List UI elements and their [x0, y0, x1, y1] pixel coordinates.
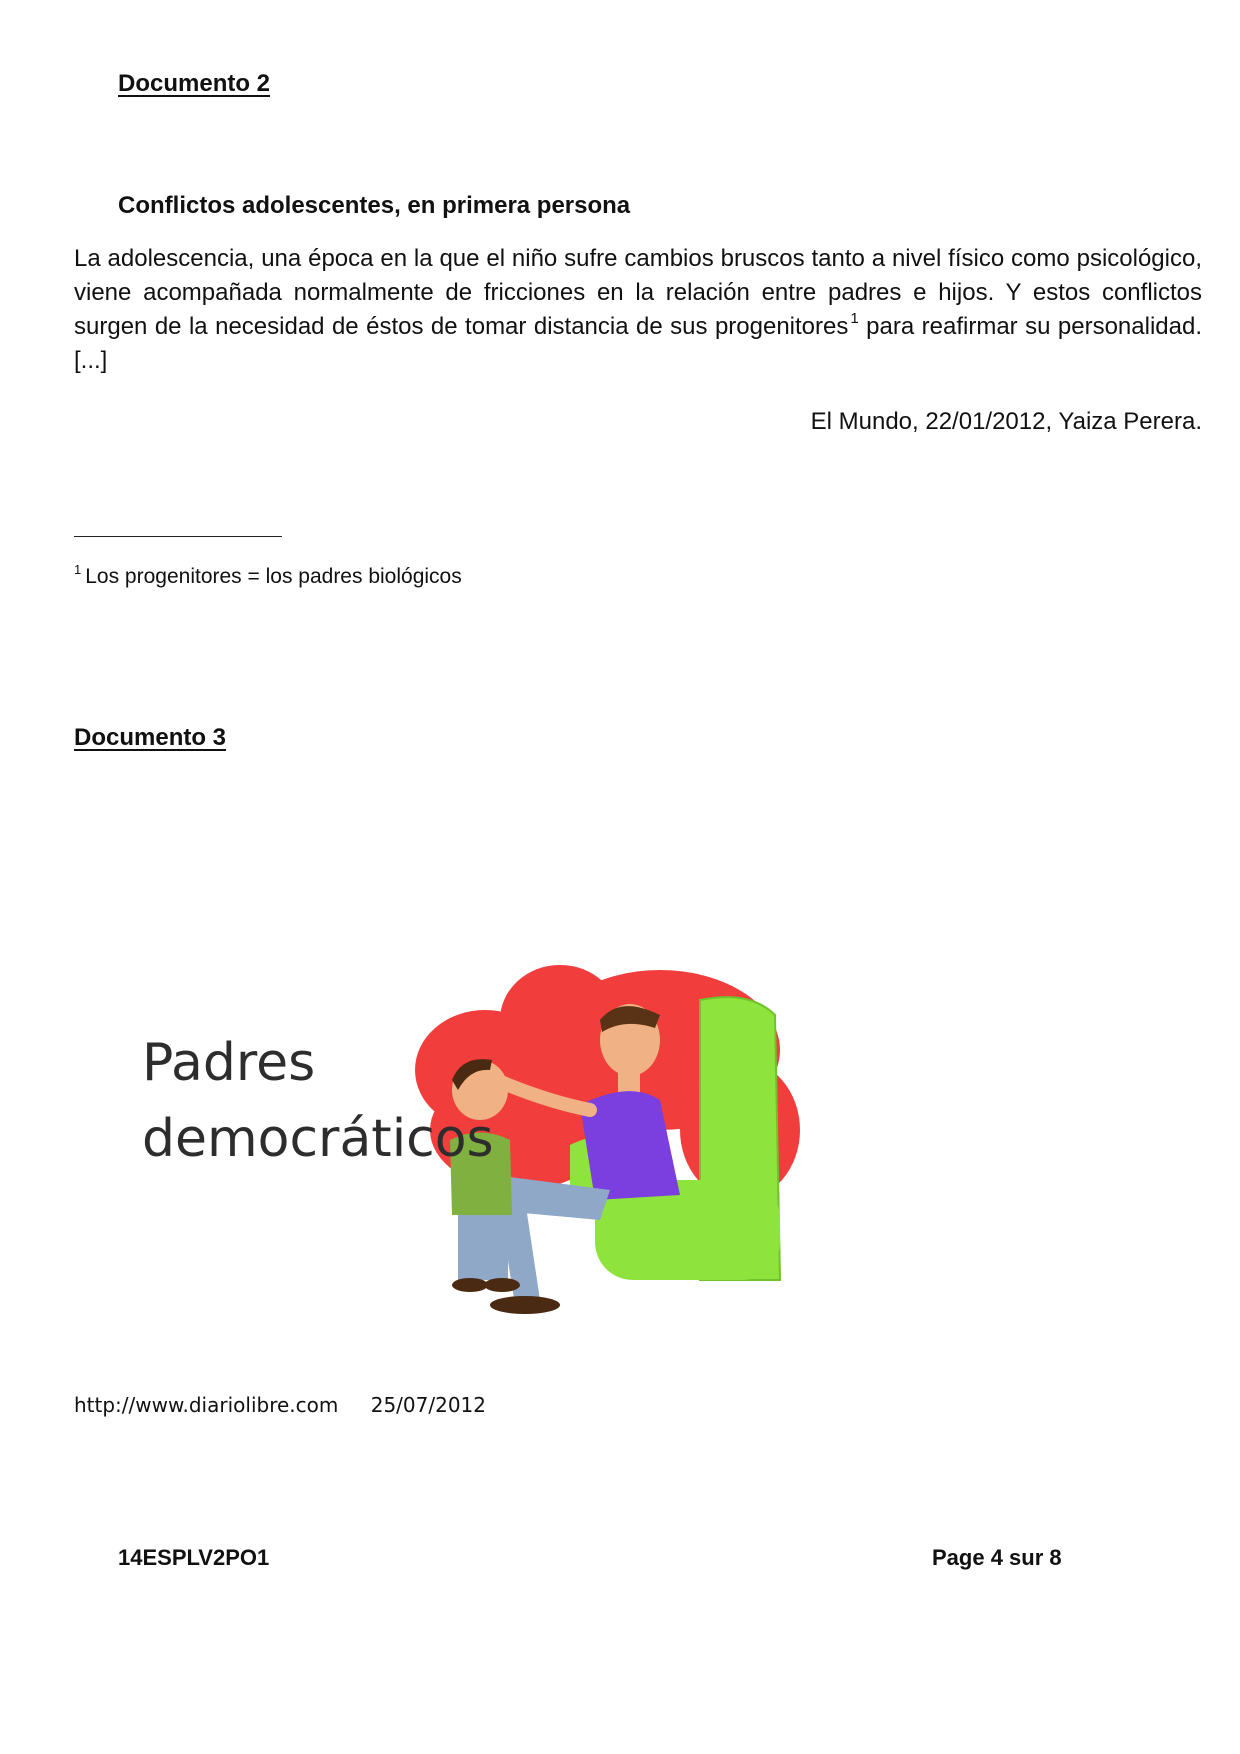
source-url: http://www.diariolibre.com — [74, 1393, 339, 1417]
paragraph-text-part-1: La adolescencia, una época en la que el niño sufre cambios bruscos tanto a nivel físico como psicológico, viene acompañada normalmente de fricciones en la relación entre padres e hijos. Y estos conflictos surgen de la necesidad de éstos de tomar distancia de sus progenitores — [74, 245, 1202, 340]
page-number: Page 4 sur 8 — [932, 1545, 1062, 1570]
article-title: Conflictos adolescentes, en primera persona — [118, 192, 631, 219]
paragraph-text-part-2: para reafirmar su personalidad. [...] — [74, 313, 1203, 374]
document-2-heading: Documento 2 — [118, 70, 271, 97]
article-source: El Mundo, 22/01/2012, Yaiza Perera. — [810, 408, 1202, 435]
image-source — [74, 1393, 486, 1417]
footnote-text: Los progenitores = los padres biológicos — [85, 565, 462, 588]
parents-illustration — [140, 960, 800, 1320]
footnote-marker: 1 — [74, 562, 82, 577]
source-date: 25/07/2012 — [370, 1393, 486, 1417]
footnote — [74, 562, 462, 589]
footnote-reference: 1 — [850, 310, 859, 327]
article-paragraph — [74, 242, 1202, 378]
illustration-svg — [140, 960, 800, 1320]
footnote-divider — [74, 536, 282, 537]
image-caption-line-2: democráticos — [142, 1109, 494, 1169]
document-3-heading: Documento 3 — [74, 724, 227, 751]
image-caption-line-1: Padres — [142, 1033, 316, 1093]
exam-code: 14ESPLV2PO1 — [118, 1545, 270, 1570]
